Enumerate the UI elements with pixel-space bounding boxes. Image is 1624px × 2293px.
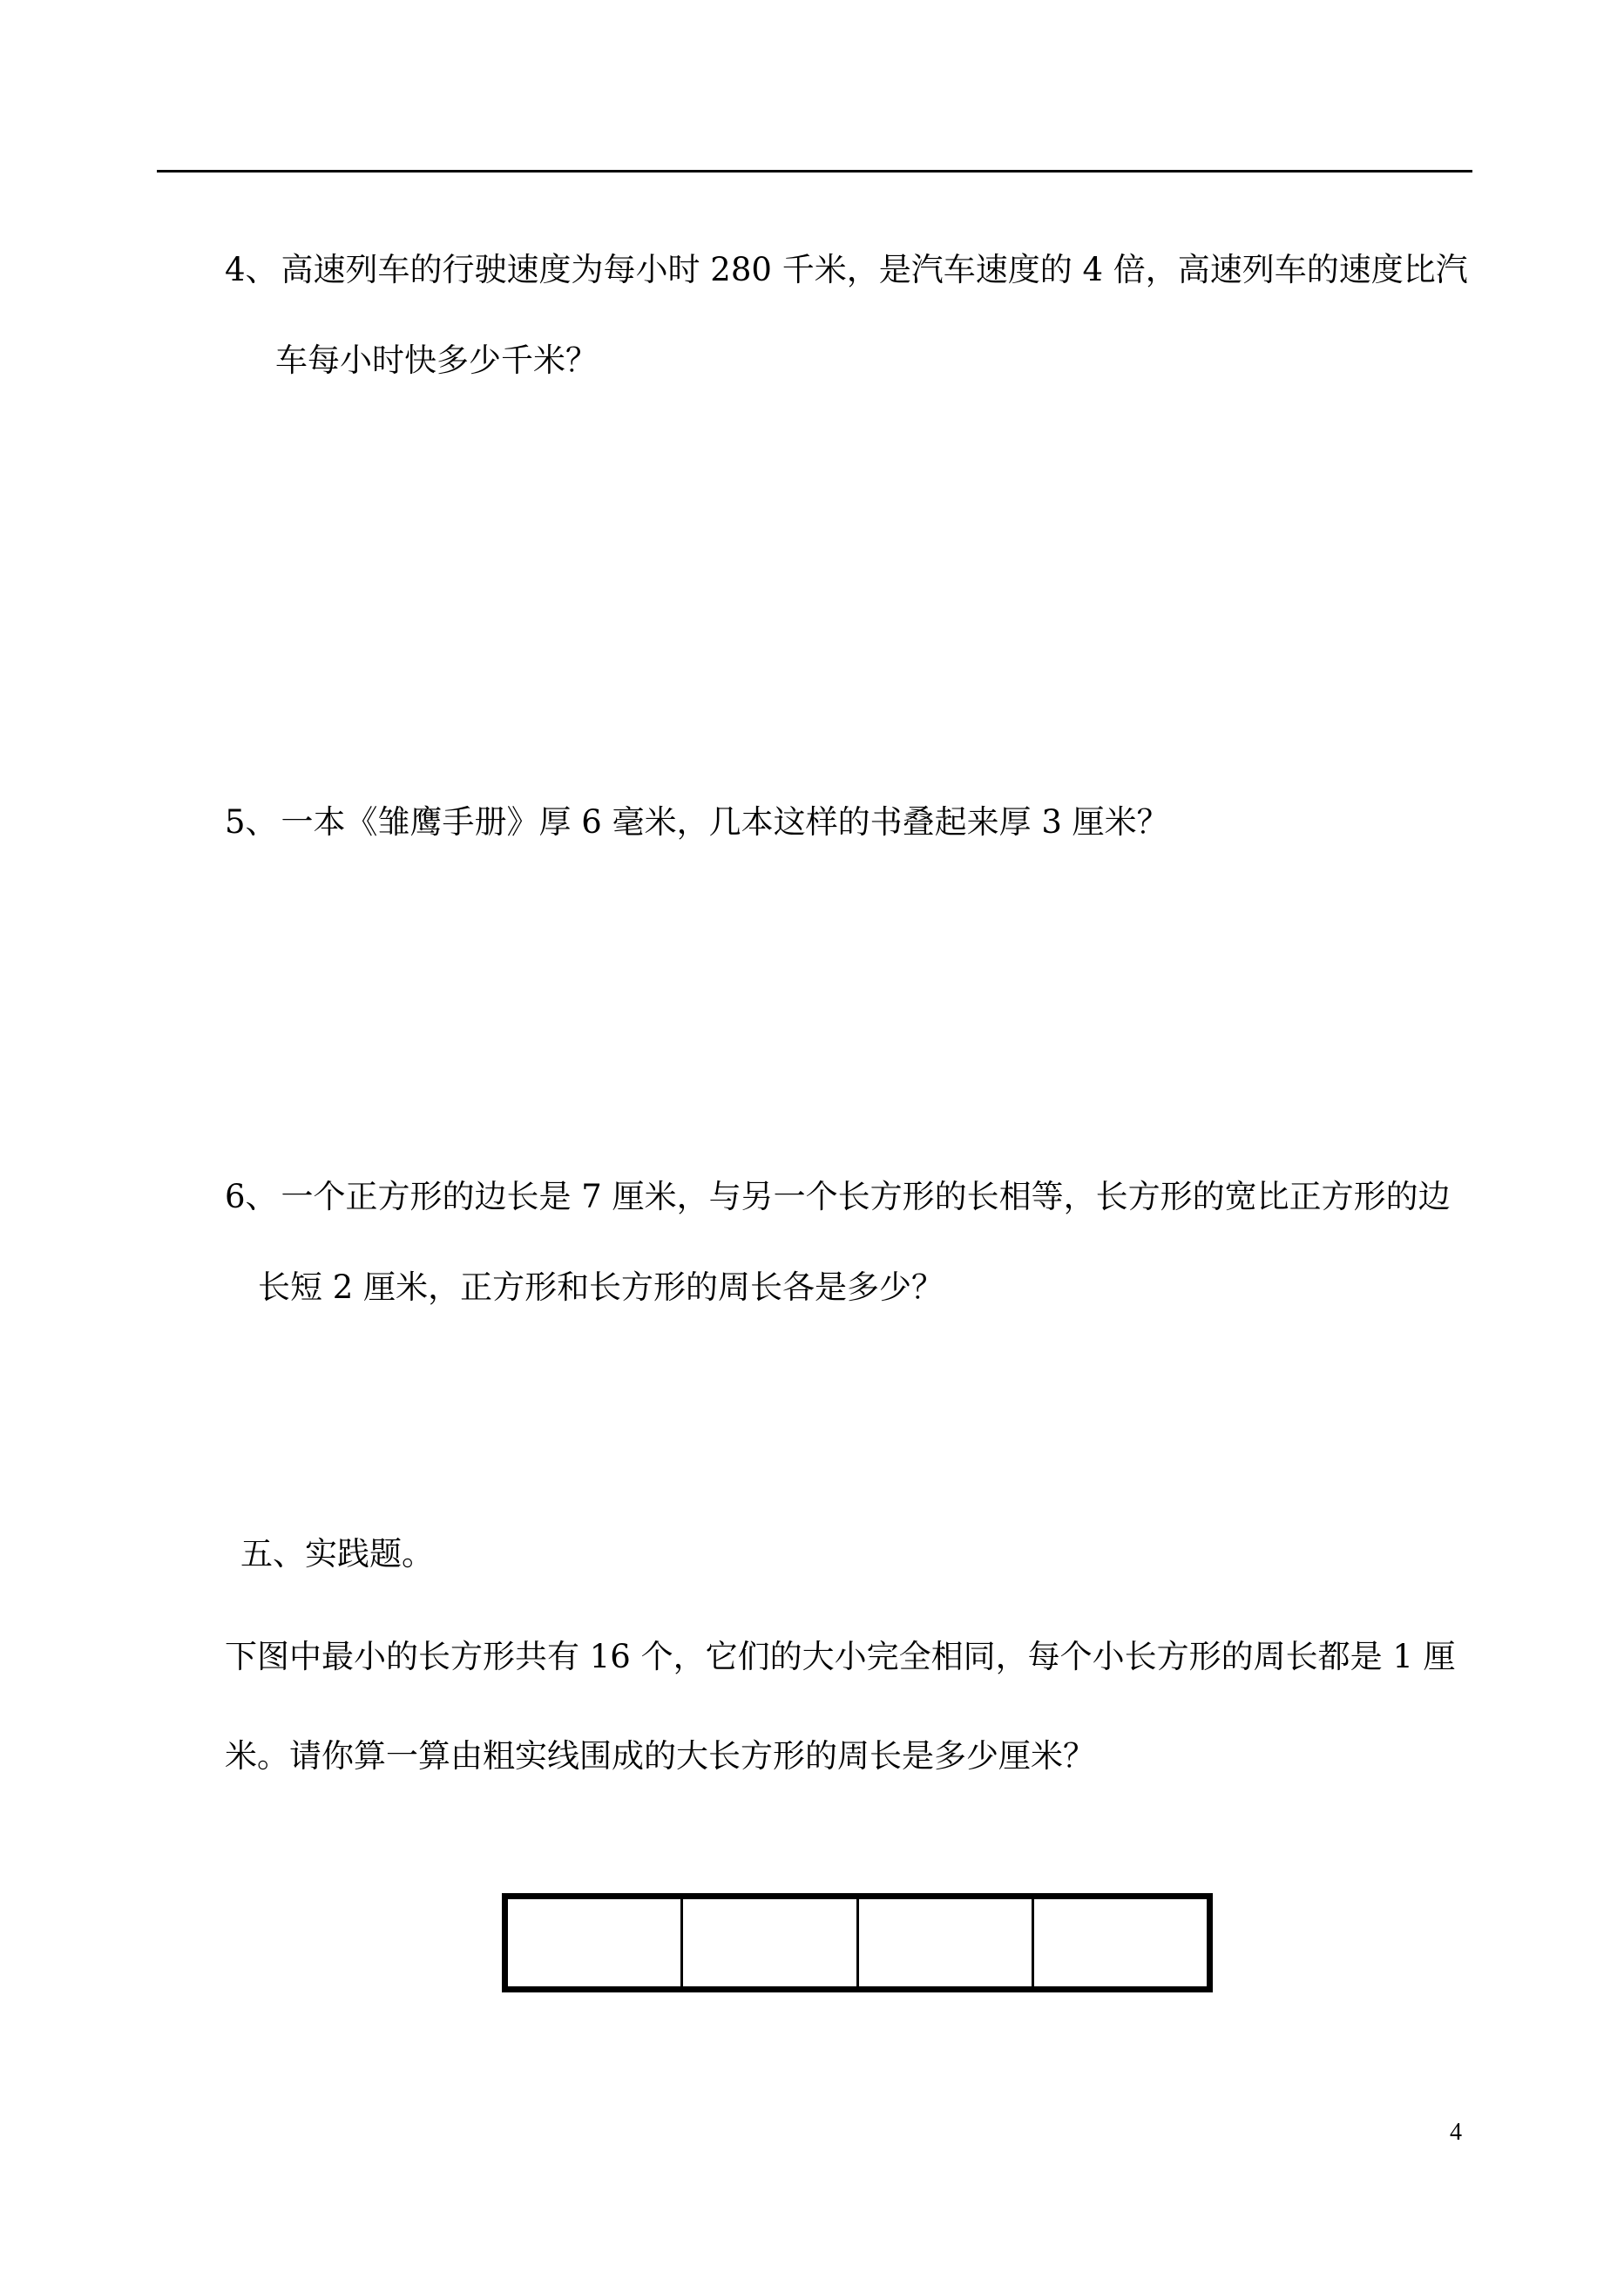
figure-cell (1034, 1899, 1207, 1986)
question-6-text-1: 一个正方形的边长是 7 厘米，与另一个长方形的长相等，长方形的宽比正方形的边 (281, 1178, 1451, 1215)
question-4-text-2: 车每小时快多少千米？ (275, 342, 598, 379)
section-text-1: 下图中最小的长方形共有 16 个，它们的大小完全相同，每个小长方形的周长都是 1 厘 (225, 1638, 1456, 1675)
figure-cell (859, 1899, 1034, 1986)
question-4-text-1: 高速列车的行驶速度为每小时 280 千米，是汽车速度的 4 倍，高速列车的速度比汽 (281, 251, 1468, 288)
question-6-number: 6、 (225, 1178, 278, 1215)
question-6-line-1 (225, 1178, 1451, 1216)
question-5-text-1: 一本《雏鹰手册》厚 6 毫米，几本这样的书叠起来厚 3 厘米？ (281, 803, 1169, 841)
question-4-line-1 (225, 251, 1468, 289)
section-text-2: 米。请你算一算由粗实线围成的大长方形的周长是多少厘米？ (225, 1737, 1095, 1775)
question-4-number: 4、 (225, 251, 278, 288)
figure-cell (508, 1899, 683, 1986)
header-rule (157, 170, 1472, 172)
question-6-text-2: 长短 2 厘米，正方形和长方形的周长各是多少？ (258, 1268, 944, 1306)
rectangle-figure (502, 1893, 1213, 1992)
question-5-number: 5、 (225, 803, 278, 841)
section-heading: 五、实践题。 (240, 1535, 434, 1573)
figure-cell (683, 1899, 858, 1986)
page-number: 4 (1450, 2119, 1462, 2146)
question-5-line-1 (225, 803, 1169, 842)
